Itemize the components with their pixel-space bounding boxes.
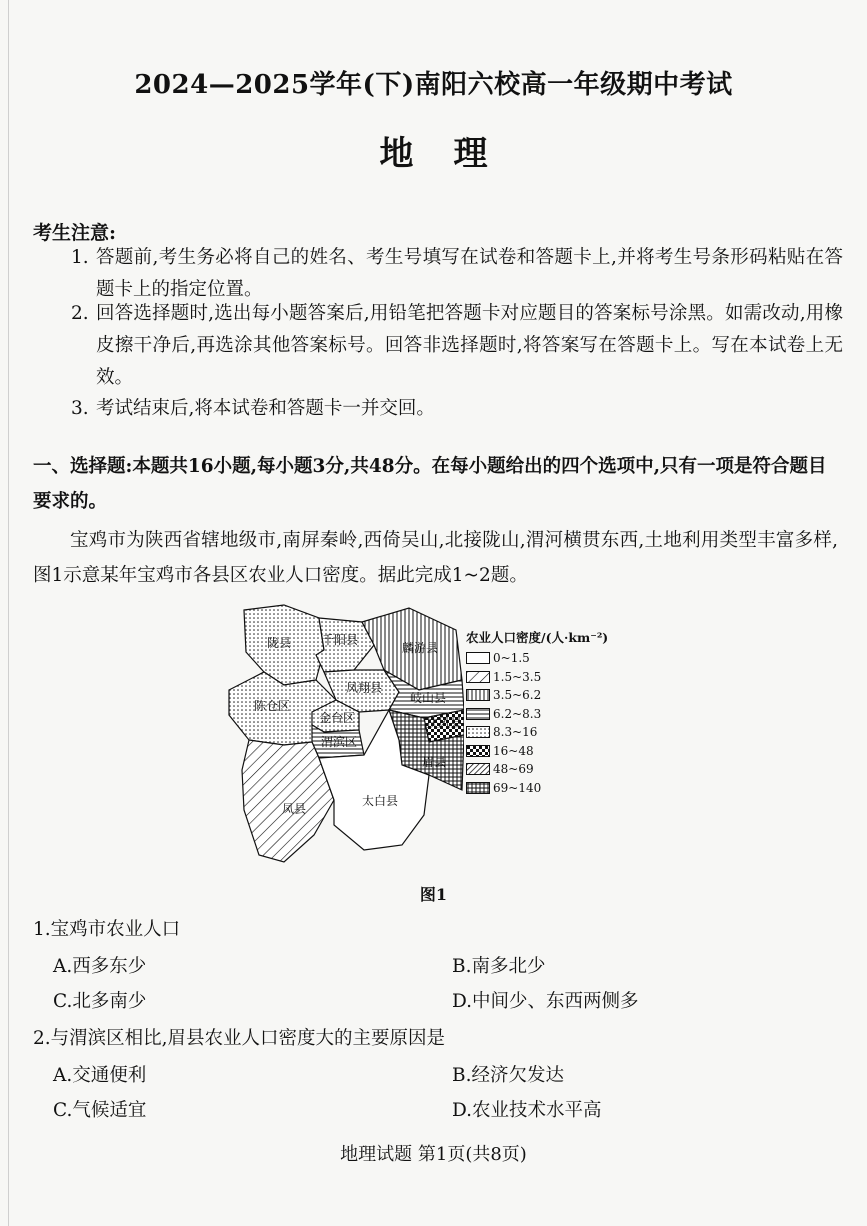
legend-swatch (466, 745, 490, 757)
legend-label: 8.3~16 (493, 725, 538, 740)
legend-row (466, 705, 608, 724)
county-density-map (224, 600, 464, 865)
legend-label: 3.5~6.2 (493, 688, 542, 703)
answer-option: B.南多北少 (452, 956, 546, 977)
legend-label: 69~140 (493, 780, 542, 795)
subject-title: 地理 (379, 134, 528, 174)
legend-label: 1.5~3.5 (493, 669, 542, 684)
notice-text: 考试结束后,将本试卷和答题卡一并交回。 (96, 398, 435, 419)
map-label: 陇县 (266, 636, 292, 650)
legend-label: 6.2~8.3 (493, 706, 542, 721)
section-heading: 一、选择题:本题共16小题,每小题3分,共48分。在每小题给出的四个选项中,只有一项是符合题目要求的。 (33, 456, 827, 512)
exam-title: 2024—2025学年(下)南阳六校高一年级期中考试 (134, 70, 733, 100)
map-label: 凤县 (281, 802, 307, 816)
answer-option: A.西多东少 (53, 956, 147, 977)
notice-heading: 考生注意: (33, 222, 117, 244)
answer-option: D.中间少、东西两侧多 (452, 991, 639, 1012)
notice-text: 答题前,考生务必将自己的姓名、考生号填写在试卷和答题卡上,并将考生号条形码粘贴在答题卡上的指定位置。 (96, 247, 843, 300)
map-label: 眉县 (421, 755, 447, 769)
answer-option: B.经济欠发达 (452, 1065, 564, 1086)
map-label: 千阳县 (321, 633, 359, 647)
legend-row (466, 668, 608, 687)
answer-option: C.北多南少 (53, 991, 147, 1012)
answer-option: A.交通便利 (53, 1065, 147, 1086)
notice-text: 回答选择题时,选出每小题答案后,用铅笔把答题卡对应题目的答案标号涂黑。如需改动,用橡皮擦干净后,再选涂其他答案标号。回答非选择题时,将答案写在答题卡上。写在本试卷上无效。 (96, 303, 843, 388)
map-label: 麟游县 (401, 641, 439, 655)
page-fold-line (8, 0, 9, 1226)
notice-number: 1. (71, 247, 89, 268)
legend-row (466, 649, 608, 668)
map-label: 凤翔县 (345, 681, 383, 695)
legend-label: 0~1.5 (493, 651, 530, 666)
legend-label: 16~48 (493, 743, 534, 758)
legend-row (466, 742, 608, 761)
legend-row (466, 779, 608, 798)
map-label: 金台区 (318, 711, 356, 725)
legend-swatch (466, 726, 490, 738)
legend-label: 48~69 (493, 762, 534, 777)
answer-option: C.气候适宜 (53, 1100, 147, 1121)
question-intro: 宝鸡市为陕西省辖地级市,南屏秦岭,西倚吴山,北接陇山,渭河横贯东西,土地利用类型丰富多样,图1示意某年宝鸡市各县区农业人口密度。据此完成1~2题。 (33, 530, 838, 586)
map-label: 陈仓区 (253, 699, 291, 713)
map-label: 扶风县 (425, 716, 463, 730)
legend-row (466, 760, 608, 779)
legend-swatch (466, 652, 490, 664)
notice-number: 3. (71, 398, 89, 419)
legend-row (466, 686, 608, 705)
map-label: 岐山县 (409, 691, 447, 705)
map-label: 渭滨区 (320, 735, 358, 749)
legend-swatch (466, 782, 490, 794)
question-stem: 1.宝鸡市农业人口 (33, 919, 181, 940)
legend-swatch (466, 708, 490, 720)
map-legend (466, 628, 608, 797)
notice-item (33, 393, 843, 425)
page-footer: 地理试题 第1页(共8页) (340, 1144, 527, 1165)
figure-caption: 图1 (419, 885, 448, 904)
legend-title: 农业人口密度/(人·km⁻²) (466, 630, 609, 645)
notice-item (33, 242, 843, 306)
legend-swatch (466, 689, 490, 701)
answer-option: D.农业技术水平高 (452, 1100, 602, 1121)
legend-swatch (466, 763, 490, 775)
question-stem: 2.与渭滨区相比,眉县农业人口密度大的主要原因是 (33, 1028, 446, 1049)
legend-swatch (466, 671, 490, 683)
legend-row (466, 723, 608, 742)
map-label: 太白县 (361, 794, 399, 808)
notice-item (33, 298, 843, 394)
notice-number: 2. (71, 303, 89, 324)
